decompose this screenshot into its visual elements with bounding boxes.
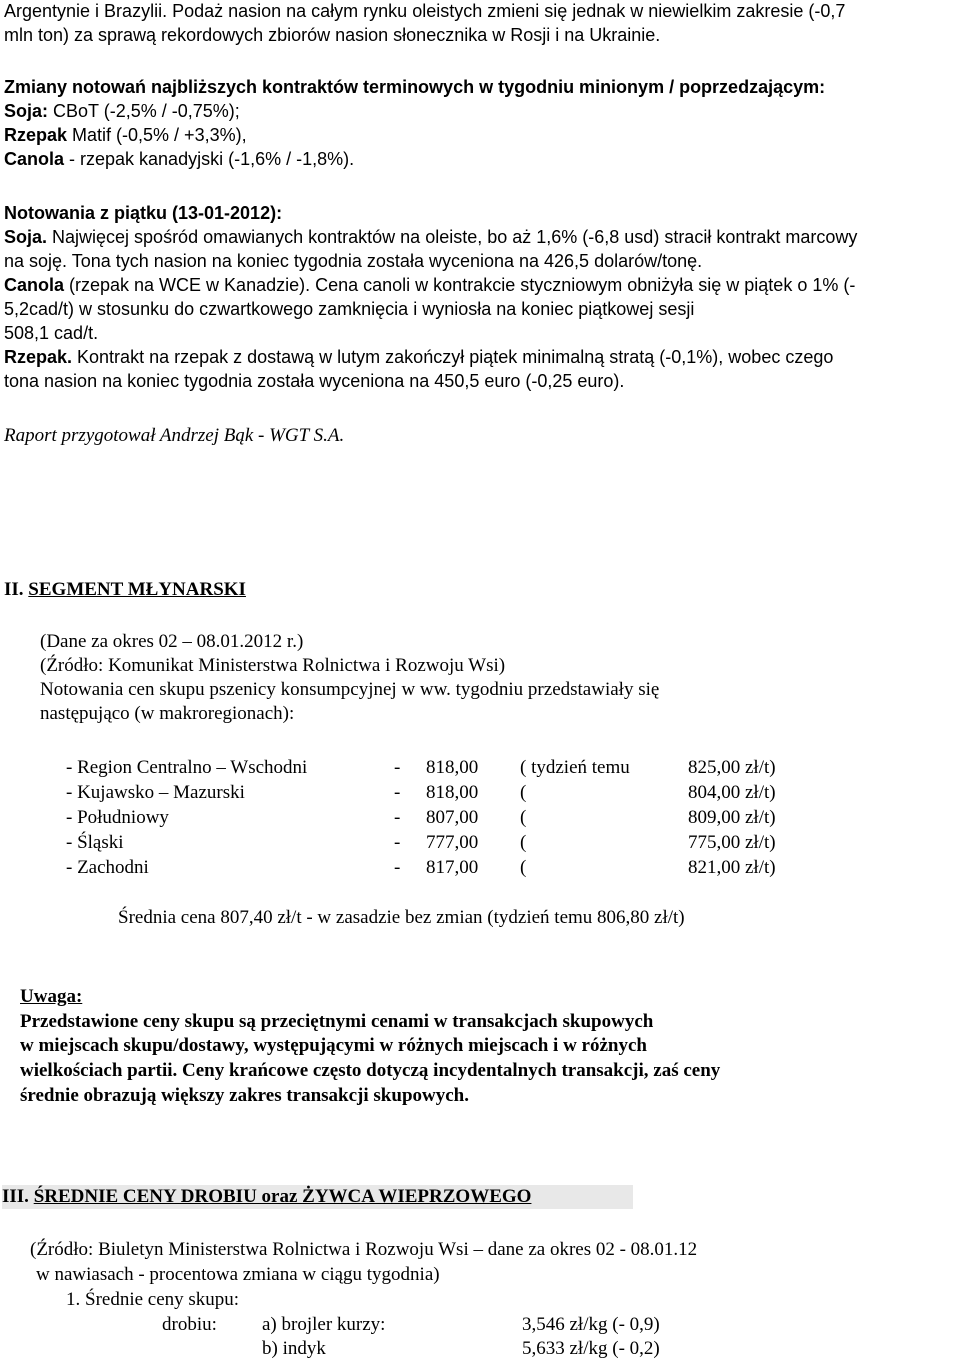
region-dash: - <box>394 782 401 803</box>
poultry-label: a) brojler kurzy: <box>262 1314 386 1335</box>
region-price: 817,00 <box>426 857 479 878</box>
quotes-canola-line-3: 508,1 cad/t. <box>4 323 99 343</box>
segment2-intro-1: Notowania cen skupu pszenicy konsumpcyjnej w ww. tygodniu przedstawiały się <box>40 679 660 700</box>
quotes-soja-line-1 <box>4 226 857 248</box>
quotes-soja-line-2: na soję. Tona tych nasion na koniec tygodnia została wyceniona na 426,5 dolarów/tonę. <box>4 251 703 271</box>
segment2-intro-2: następująco (w makroregionach): <box>40 703 295 724</box>
quotes-heading: Notowania z piątku (13-01-2012): <box>4 203 283 223</box>
quotes-rzepak-label: Rzepak. <box>4 347 73 367</box>
region-price: 818,00 <box>426 782 479 803</box>
segment3-numeral: III. <box>2 1186 29 1207</box>
region-prev-open: ( tydzień temu <box>520 757 630 778</box>
quotes-canola-label: Canola <box>4 275 65 295</box>
note-line-3: wielkościach partii. Ceny krańcowe często dotyczą incydentalnych transakcji, zaś ceny <box>20 1060 721 1081</box>
note-line-2: w miejscach skupu/dostawy, występującymi w różnych miejscach i w różnych <box>20 1035 647 1056</box>
changes-heading: Zmiany notowań najbliższych kontraktów terminowych w tygodniu minionym / poprzedzającym: <box>4 77 826 97</box>
intro-line-2: mln ton) za sprawą rekordowych zbiorów nasion słonecznika w Rosji i na Ukrainie. <box>4 25 661 45</box>
region-name: - Kujawsko – Mazurski <box>66 782 245 803</box>
region-prev-open: ( <box>520 832 527 853</box>
segment2-period: (Dane za okres 02 – 08.01.2012 r.) <box>40 631 304 652</box>
region-price: 818,00 <box>426 757 479 778</box>
report-author: Raport przygotował Andrzej Bąk - WGT S.A. <box>4 425 345 446</box>
segment3-heading <box>2 1185 633 1209</box>
quotes-soja-label: Soja. <box>4 227 48 247</box>
segment2-source: (Źródło: Komunikat Ministerstwa Rolnictwa i Rozwoju Wsi) <box>40 655 506 676</box>
region-prev-price: 804,00 zł/t) <box>688 782 776 803</box>
region-name: - Zachodni <box>66 857 149 878</box>
quotes-rzepak-text-1: Kontrakt na rzepak z dostawą w lutym zakończył piątek minimalną stratą (-0,1%), wobec czego <box>72 347 834 367</box>
quotes-rzepak-line-2: tona nasion na koniec tygodnia została wyceniona na 450,5 euro (-0,25 euro). <box>4 371 625 391</box>
poultry-value: 3,546 zł/kg (- 0,9) <box>522 1314 660 1335</box>
average-price: Średnia cena 807,40 zł/t - w zasadzie bez zmian (tydzień temu 806,80 zł/t) <box>118 907 685 928</box>
segment2-heading <box>4 578 246 602</box>
changes-rzepak-label: Rzepak <box>4 125 68 145</box>
changes-soja <box>4 100 240 122</box>
quotes-canola-line-1 <box>4 274 855 296</box>
region-name: - Południowy <box>66 807 169 828</box>
region-name: - Śląski <box>66 832 124 853</box>
note-line-1: Przedstawione ceny skupu są przeciętnymi cenami w transakcjach skupowych <box>20 1011 654 1032</box>
segment3-source-2: w nawiasach - procentowa zmiana w ciągu tygodnia) <box>36 1264 440 1285</box>
changes-soja-label: Soja: <box>4 101 49 121</box>
segment2-title: SEGMENT MŁYNARSKI <box>28 579 246 600</box>
changes-canola-label: Canola <box>4 149 65 169</box>
changes-soja-text: CBoT (-2,5% / -0,75%); <box>48 101 240 121</box>
region-price: 807,00 <box>426 807 479 828</box>
segment3-title: ŚREDNIE CENY DROBIU oraz ŻYWCA WIEPRZOWEGO <box>33 1186 532 1207</box>
poultry-category: drobiu: <box>162 1314 217 1335</box>
region-prev-price: 775,00 zł/t) <box>688 832 776 853</box>
intro-line-1: Argentynie i Brazylii. Podaż nasion na całym rynku oleistych zmieni się jednak w niewielkim zakresie (-0,7 <box>4 1 846 21</box>
region-dash: - <box>394 832 401 853</box>
segment2-numeral: II. <box>4 579 24 600</box>
poultry-value: 5,633 zł/kg (- 0,2) <box>522 1338 660 1359</box>
region-dash: - <box>394 857 401 878</box>
region-prev-open: ( <box>520 807 527 828</box>
quotes-canola-line-2: 5,2cad/t) w stosunku do czwartkowego zamknięcia i wyniosła na koniec piątkowej sesji <box>4 299 695 319</box>
note-label: Uwaga: <box>20 986 83 1007</box>
changes-canola-text: - rzepak kanadyjski (-1,6% / -1,8%). <box>64 149 355 169</box>
changes-canola <box>4 148 354 170</box>
region-price: 777,00 <box>426 832 479 853</box>
changes-rzepak <box>4 124 247 146</box>
quotes-rzepak-line-1 <box>4 346 833 368</box>
region-prev-price: 821,00 zł/t) <box>688 857 776 878</box>
region-prev-price: 809,00 zł/t) <box>688 807 776 828</box>
segment3-source-1: (Źródło: Biuletyn Ministerstwa Rolnictwa i Rozwoju Wsi – dane za okres 02 - 08.01.12 <box>30 1239 698 1260</box>
poultry-label: b) indyk <box>262 1338 326 1359</box>
region-dash: - <box>394 757 401 778</box>
quotes-soja-text-1: Najwięcej spośród omawianych kontraktów na oleiste, bo aż 1,6% (-6,8 usd) stracił kontrakt marcowy <box>47 227 858 247</box>
region-prev-open: ( <box>520 782 527 803</box>
region-name: - Region Centralno – Wschodni <box>66 757 308 778</box>
note-line-4: średnie obrazują większy zakres transakcji skupowych. <box>20 1085 469 1106</box>
region-prev-open: ( <box>520 857 527 878</box>
changes-rzepak-text: Matif (-0,5% / +3,3%), <box>67 125 247 145</box>
segment3-item-1: 1. Średnie ceny skupu: <box>66 1289 240 1310</box>
region-prev-price: 825,00 zł/t) <box>688 757 776 778</box>
quotes-canola-text-1: (rzepak na WCE w Kanadzie). Cena canoli w kontrakcie styczniowym obniżyła się w piątek o 1% (- <box>64 275 856 295</box>
region-dash: - <box>394 807 401 828</box>
